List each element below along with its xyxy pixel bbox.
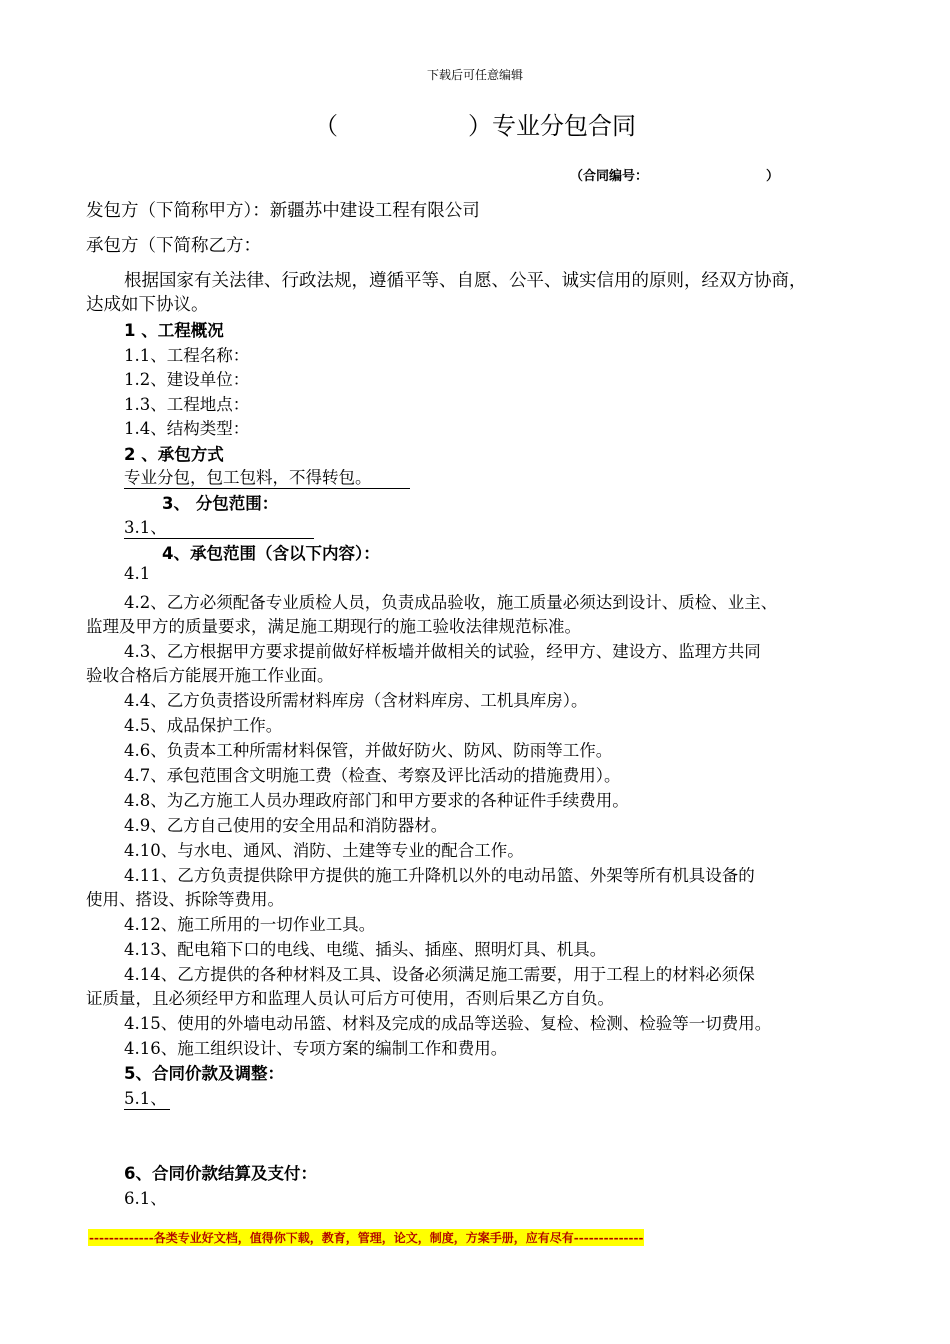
s2-text	[124, 464, 410, 489]
footer-banner: -------------各类专业好文档，值得你下载，教育，管理，论文，制度，方案手册，应有尽有--------------	[89, 1231, 644, 1245]
s1-item-3: 1.3、工程地点：	[124, 395, 250, 414]
s4-item-2-line-1: 4.2、乙方必须配备专业质检人员，负责成品验收，施工质量必须达到设计、质检、业主、	[124, 593, 778, 612]
s4-item-6: 4.6、负责本工种所需材料保管，并做好防火、防风、防雨等工作。	[124, 741, 613, 760]
title-text: ）专业分包合同	[468, 112, 636, 140]
s4-item-3-line-1: 4.3、乙方根据甲方要求提前做好样板墙并做相关的试验，经甲方、建设方、监理方共同	[124, 642, 761, 661]
party-a: 发包方（下简称甲方）：新疆苏中建设工程有限公司	[86, 201, 480, 221]
s2-text-value: 专业分包，包工包料，不得转包。	[124, 464, 410, 489]
title-left-paren: （	[314, 112, 338, 140]
s4-item-10: 4.10、与水电、通风、消防、土建等专业的配合工作。	[124, 841, 524, 860]
contract-number-label: （合同编号：	[570, 169, 649, 184]
s4-item-13: 4.13、配电箱下口的电线、电缆、插头、插座、照明灯具、机具。	[124, 940, 607, 959]
s4-item-15: 4.15、使用的外墙电动吊篮、材料及完成的成品等送验、复检、检测、检验等一切费用。	[124, 1014, 772, 1033]
s4-item-14-line-1: 4.14、乙方提供的各种材料及工具、设备必须满足施工需要，用于工程上的材料必须保	[124, 965, 755, 984]
s4-item-16: 4.16、施工组织设计、专项方案的编制工作和费用。	[124, 1039, 508, 1058]
s4-item-5: 4.5、成品保护工作。	[124, 716, 283, 735]
s4-item-3-line-2: 验收合格后方能展开施工作业面。	[86, 666, 334, 685]
s4-item-1: 4.1	[124, 564, 151, 583]
s4-item-9: 4.9、乙方自己使用的安全用品和消防器材。	[124, 816, 448, 835]
page-header: 下载后可任意编辑	[426, 68, 523, 82]
s1-item-2: 1.2、建设单位：	[124, 370, 250, 389]
s4-item-4: 4.4、乙方负责搭设所需材料库房（含材料库房、工机具库房）。	[124, 691, 588, 710]
s4-item-2-line-2: 监理及甲方的质量要求，满足施工期现行的施工验收法律规范标准。	[86, 617, 581, 636]
intro-line-2: 达成如下协议。	[86, 295, 209, 315]
s4-item-11-line-1: 4.11、乙方负责提供除甲方提供的施工升降机以外的电动吊篮、外架等所有机具设备的	[124, 866, 755, 885]
contract-number-close: ）	[766, 169, 780, 184]
s5-item-value: 5.1、	[124, 1085, 170, 1110]
section-3-heading: 3、 分包范围：	[162, 494, 279, 513]
s5-item	[124, 1085, 170, 1110]
intro-line-1: 根据国家有关法律、行政法规，遵循平等、自愿、公平、诚实信用的原则，经双方协商，	[124, 271, 807, 291]
s6-item: 6.1、	[124, 1189, 167, 1208]
section-5-heading: 5、合同价款及调整：	[124, 1064, 284, 1083]
s3-item	[124, 514, 314, 539]
section-4-heading: 4、承包范围（含以下内容）：	[162, 544, 380, 563]
s3-item-value: 3.1、	[124, 514, 314, 539]
s4-item-11-line-2: 使用、搭设、拆除等费用。	[86, 890, 284, 909]
section-1-heading: 1 、工程概况	[124, 321, 224, 340]
section-6-heading: 6、合同价款结算及支付：	[124, 1164, 317, 1183]
s4-item-8: 4.8、为乙方施工人员办理政府部门和甲方要求的各种证件手续费用。	[124, 791, 629, 810]
s4-item-7: 4.7、承包范围含文明施工费（检查、考察及评比活动的措施费用）。	[124, 766, 621, 785]
s1-item-4: 1.4、结构类型：	[124, 419, 250, 438]
s4-item-12: 4.12、施工所用的一切作业工具。	[124, 915, 376, 934]
section-2-heading: 2 、承包方式	[124, 445, 224, 464]
s1-item-1: 1.1、工程名称：	[124, 346, 250, 365]
party-b: 承包方（下简称乙方：	[86, 236, 261, 256]
s4-item-14-line-2: 证质量，且必须经甲方和监理人员认可后方可使用，否则后果乙方自负。	[86, 989, 614, 1008]
contract-number	[570, 165, 779, 184]
document-title	[0, 106, 950, 141]
